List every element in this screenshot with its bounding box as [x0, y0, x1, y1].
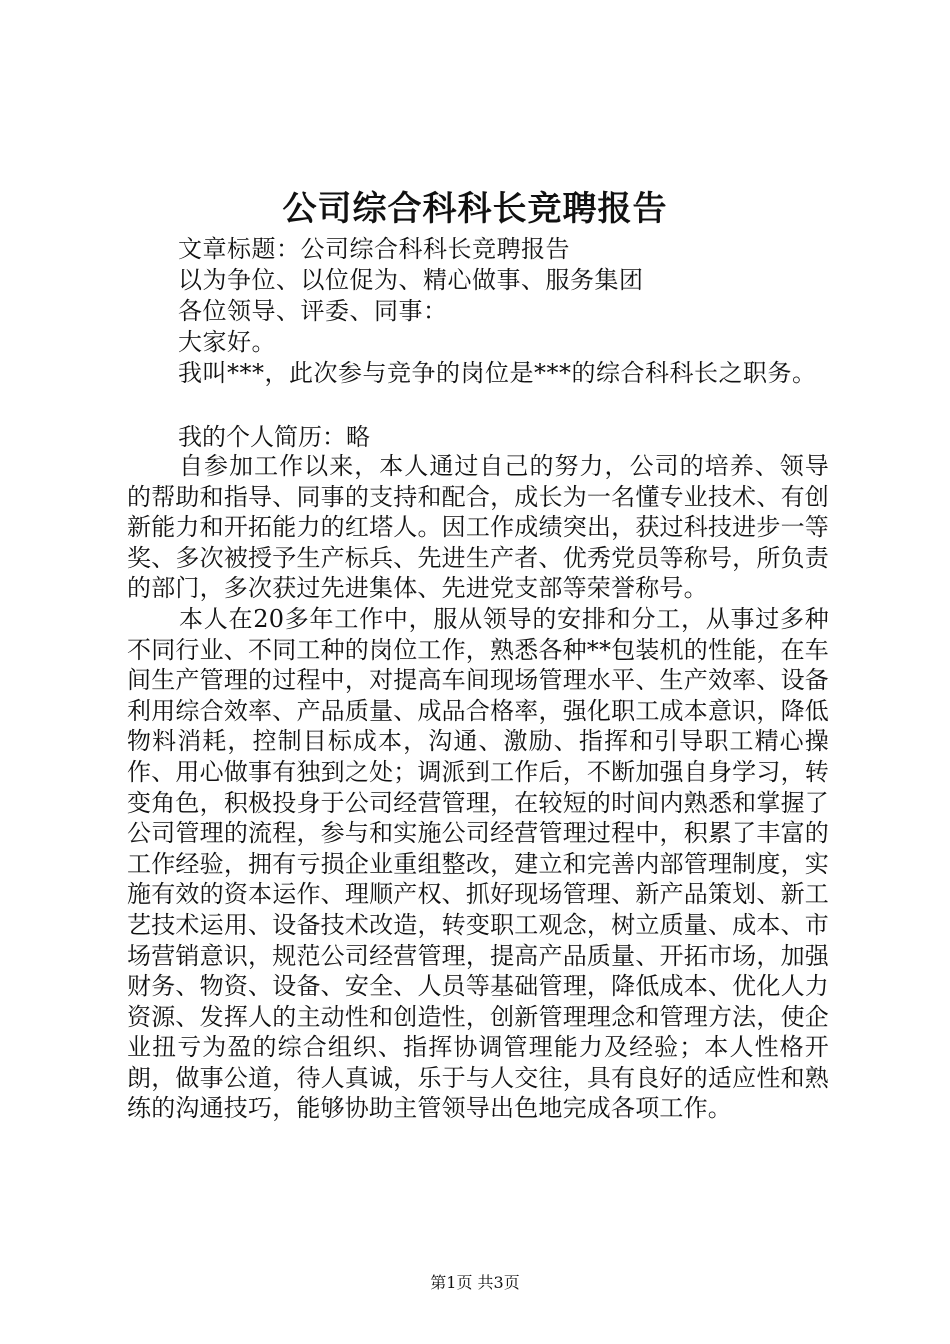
page-title: 公司综合科科长竞聘报告 [282, 189, 668, 229]
intro-line-salutation: 各位领导、评委、同事： [178, 297, 448, 325]
intro-line-article-title: 文章标题：公司综合科科长竞聘报告 [178, 235, 570, 263]
paragraph-experience: 本人在20多年工作中，服从领导的安排和分工，从事过多种不同行业、不同工种的岗位工作，熟悉各种**包装机的性能，在车间生产管理的过程中，对提高车间现场管理水平、生产效率、设备利用综合效率、产品质量、成品合格率，强化职工成本意识，降低物料消耗，控制目标成本，沟通、激励、指挥和引导职工精心操作、用心做事有独到之处；调派到工作后，不断加强自身学习，转变角色，积极投身于公司经营管理，在较短的时间内熟悉和掌握了公司管理的流程，参与和实施公司经营管理过程中，积累了丰富的工作经验，拥有亏损企业重组整改，建立和完善内部管理制度，实施有效的资本运作、理顺产权、抓好现场管理、新产品策划、新工艺技术运用、设备技术改造，转变职工观念，树立质量、成本、市场营销意识，规范公司经营管理，提高产品质量、开拓市场，加强财务、物资、设备、安全、人员等基础管理，降低成本、优化人力资源、发挥人的主动性和创造性，创新管理理念和管理方法，使企业扭亏为盈的综合组织、指挥协调管理能力及经验；本人性格开朗，做事公道，待人真诚，乐于与人交往，具有良好的适应性和熟练的沟通技巧，能够协助主管领导出色地完成各项工作。 [127, 604, 829, 1123]
bio-line: 我的个人简历：略 [178, 423, 370, 451]
intro-line-slogan: 以为争位、以位促为、精心做事、服务集团 [178, 266, 644, 294]
page-footer: 第1页 共3页 [430, 1273, 520, 1292]
paragraph-career: 自参加工作以来，本人通过自己的努力，公司的培养、领导的帮助和指导、同事的支持和配合，成长为一名懂专业技术、有创新能力和开拓能力的红塔人。因工作成绩突出，获过科技进步一等奖、多次被授予生产标兵、先进生产者、优秀党员等称号，所负责的部门，多次获过先进集体、先进党支部等荣誉称号。 [127, 452, 829, 603]
body-text [127, 451, 829, 1124]
intro-block [178, 234, 878, 389]
intro-line-greeting: 大家好。 [178, 328, 276, 356]
intro-line-self-introduction: 我叫***，此次参与竞争的岗位是***的综合科科长之职务。 [178, 359, 817, 387]
